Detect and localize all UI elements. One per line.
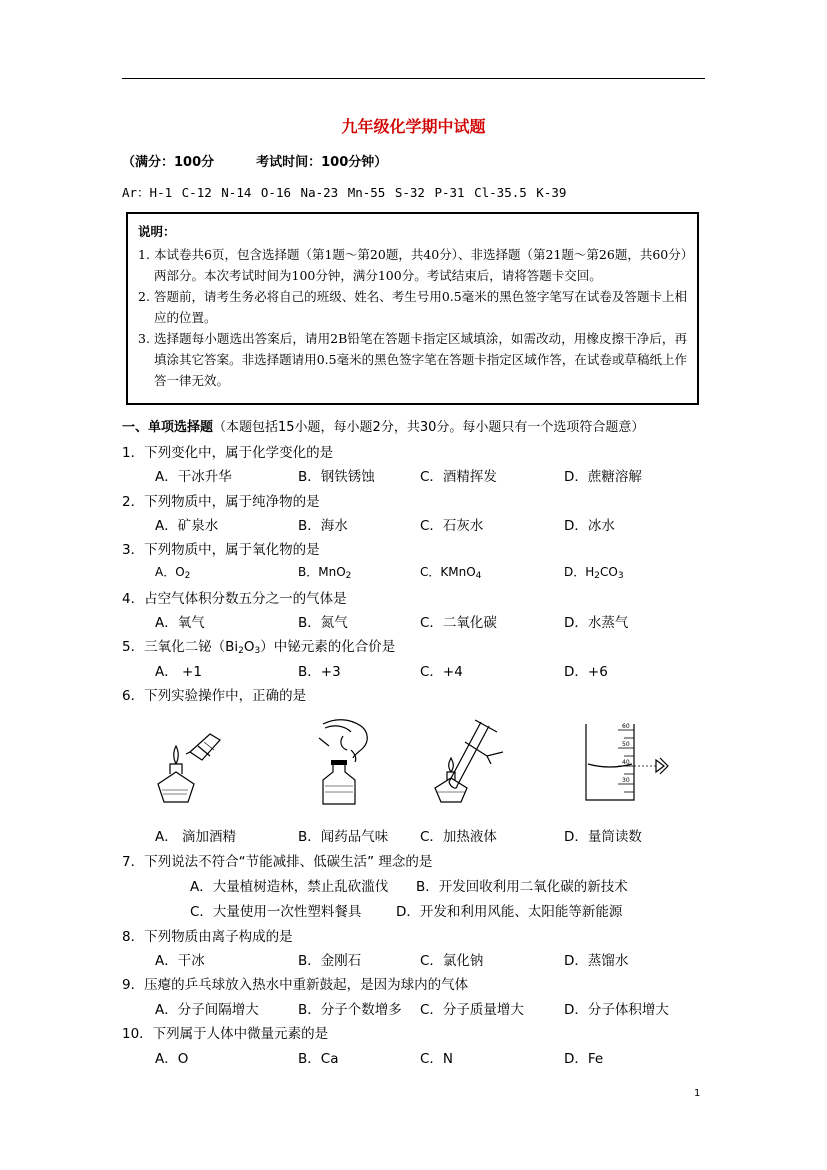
smelling-illustration [315, 716, 375, 806]
question-stem: 2．下列物质中，属于纯净物的是 [122, 494, 320, 510]
option-a[interactable]: A． +1 [155, 664, 202, 680]
option-a[interactable]: A．氧气 [155, 615, 205, 631]
page-number: 1 [694, 1088, 701, 1099]
option-d[interactable]: D．量筒读数 [564, 829, 642, 845]
question-stem: 10．下列属于人体中微量元素的是 [122, 1026, 329, 1042]
option-c[interactable]: C．分子质量增大 [420, 1002, 524, 1018]
option-c[interactable]: C．大量使用一次性塑料餐具 [190, 904, 362, 920]
option-a[interactable]: A．$O_2$ [155, 565, 191, 581]
option-d[interactable]: D．$H_2CO_3$ [564, 565, 624, 581]
question-stem: 5．三氧化二铋$(Bi_2O_3)$中铋元素的化合价是 [122, 639, 396, 656]
option-d[interactable]: D．Fe [564, 1051, 604, 1067]
question-stem: 3．下列物质中，属于氧化物的是 [122, 542, 320, 558]
option-b[interactable]: B．氮气 [298, 615, 348, 631]
option-d[interactable]: D．水蒸气 [564, 615, 629, 631]
option-c[interactable]: C．加热液体 [420, 829, 497, 845]
option-d[interactable]: D．冰水 [564, 518, 615, 534]
instruction-item: 2. 答题前，请考生务必将自己的班级、姓名、考生号用0.5毫米的黑色签字笔写在试卷及答题卡上相应的位置。 [138, 289, 687, 325]
question-stem: 8．下列物质由离子构成的是 [122, 929, 293, 945]
question-stem: 7．下列说法不符合“节能减排、低碳生活” 理念的是 [122, 854, 433, 870]
option-b[interactable]: B．海水 [298, 518, 348, 534]
option-b[interactable]: B．Ca [298, 1051, 339, 1067]
instruction-item: 3. 选择题每小题选出答案后，请用2B铅笔在答题卡指定区域填涂，如需改动，用橡皮擦干净后，再填涂其它答案。非选择题请用0.5毫米的黑色签字笔在答题卡指定区域作答，在试卷或草稿纸上作答一律无效。 [138, 331, 687, 388]
option-c[interactable]: C．氯化钠 [420, 953, 484, 969]
option-b[interactable]: B．开发回收利用二氧化碳的新技术 [416, 879, 628, 895]
option-d[interactable]: D．开发和利用风能、太阳能等新能源 [396, 904, 623, 920]
question-stem: 9．压瘪的乒乓球放入热水中重新鼓起，是因为球内的气体 [122, 977, 469, 993]
tick-label: 60 [622, 723, 630, 730]
option-c[interactable]: C．+4 [420, 664, 463, 680]
exam-meta [122, 151, 387, 170]
instructions-box [126, 212, 699, 405]
option-b[interactable]: B．+3 [298, 664, 341, 680]
page-title: 九年级化学期中试题 [341, 117, 486, 136]
question-stem: 1．下列变化中，属于化学变化的是 [122, 445, 334, 461]
option-d[interactable]: D．分子体积增大 [564, 1002, 669, 1018]
option-a[interactable]: A．干冰 [155, 953, 205, 969]
option-a[interactable]: A．分子间隔增大 [155, 1002, 259, 1018]
option-d[interactable]: D．蔗糖溶解 [564, 469, 642, 485]
option-b[interactable]: B．金刚石 [298, 953, 362, 969]
option-d[interactable]: D．蒸馏水 [564, 953, 629, 969]
option-c[interactable]: C．KMnO$_4$ [420, 565, 482, 581]
instructions-heading: 说明： [138, 224, 176, 239]
section-heading: 一、单项选择题（本题包括15小题，每小题2分，共30分。每小题只有一个选项符合题意） [122, 420, 645, 435]
option-d[interactable]: D．+6 [564, 664, 608, 680]
question-stem: 6．下列实验操作中，正确的是 [122, 688, 307, 704]
exam-time: 考试时间：100分钟） [256, 155, 388, 170]
option-c[interactable]: C．N [420, 1051, 454, 1067]
option-a[interactable]: A．干冰升华 [155, 469, 232, 485]
option-a[interactable]: A． 滴加酒精 [155, 829, 237, 845]
question-stem: 4．占空气体积分数五分之一的气体是 [122, 591, 347, 607]
option-a[interactable]: A．大量植树造林，禁止乱砍滥伐 [190, 879, 389, 895]
tick-label: 50 [622, 741, 630, 748]
full-score: （满分：100分 [122, 155, 215, 170]
option-a[interactable]: A．矿泉水 [155, 518, 219, 534]
heating-liquid-illustration [425, 712, 505, 804]
tick-label: 40 [622, 759, 630, 766]
option-c[interactable]: C．酒精挥发 [420, 469, 497, 485]
option-c[interactable]: C．二氧化碳 [420, 615, 497, 631]
option-c[interactable]: C．石灰水 [420, 518, 484, 534]
option-b[interactable]: B．闻药品气味 [298, 829, 389, 845]
tick-label: 30 [622, 777, 630, 784]
instruction-item: 1. 本试卷共6页，包含选择题（第1题～第20题，共40分）、非选择题（第21题～第26题，共60分）两部分。本次考试时间为100分钟，满分100分。考试结束后，请将答题卡交回。 [138, 247, 687, 283]
atomic-masses: Ar：H-1 C-12 N-14 O-16 Na-23 Mn-55 S-32 P-31 Cl-35.5 K-39 [122, 185, 567, 200]
option-b[interactable]: B．MnO$_2$ [298, 565, 352, 581]
option-a[interactable]: A．O [155, 1051, 189, 1067]
option-b[interactable]: B．分子个数增多 [298, 1002, 402, 1018]
alcohol-lamp-pour-illustration [150, 724, 230, 804]
option-b[interactable]: B．钢铁锈蚀 [298, 469, 375, 485]
measuring-cylinder-illustration [580, 720, 670, 802]
header-rule [122, 78, 705, 79]
